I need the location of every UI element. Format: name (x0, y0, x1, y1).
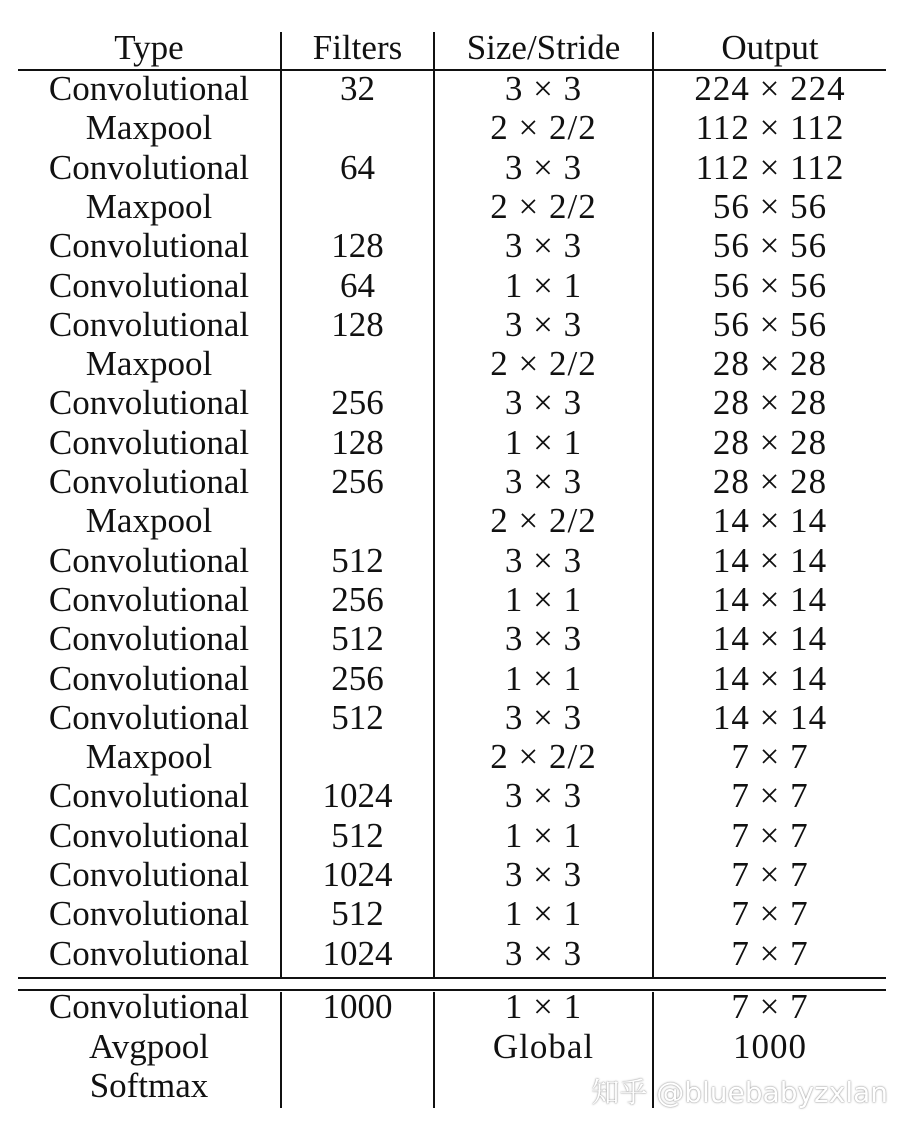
section-rule-top (18, 977, 886, 979)
cell-type: Convolutional (48, 305, 250, 344)
cell-size-stride: 1 × 1 (504, 659, 583, 698)
cell-type: Convolutional (48, 776, 250, 815)
cell-filters: 32 (340, 69, 375, 108)
cell-output: 56 × 56 (712, 305, 828, 344)
cell-type: Convolutional (48, 698, 250, 737)
cell-output: 56 × 56 (712, 226, 828, 265)
cell-filters: 256 (331, 383, 384, 422)
cell-output: 28 × 28 (712, 423, 828, 462)
cell-size-stride: Global (492, 1027, 595, 1066)
cell-type: Convolutional (48, 619, 250, 658)
cell-type: Convolutional (48, 580, 250, 619)
cell-output: 112 × 112 (695, 148, 845, 187)
cell-type: Convolutional (48, 659, 250, 698)
header-filters: Filters (312, 28, 403, 67)
cell-filters: 512 (331, 894, 384, 933)
cell-output: 14 × 14 (712, 501, 828, 540)
cell-type: Maxpool (85, 501, 213, 540)
cell-filters (282, 737, 433, 777)
cell-size-stride: 2 × 2/2 (490, 501, 597, 540)
cell-filters: 1024 (322, 855, 393, 894)
cell-size-stride: 3 × 3 (504, 698, 583, 737)
cell-size-stride: 1 × 1 (504, 580, 583, 619)
cell-output: 7 × 7 (731, 816, 809, 855)
cell-filters: 128 (331, 305, 384, 344)
cell-type: Convolutional (48, 423, 250, 462)
cell-filters: 1024 (322, 776, 393, 815)
watermark: 知乎 @bluebabyzxlan (591, 1076, 888, 1109)
cell-size-stride: 3 × 3 (504, 776, 583, 815)
cell-filters (282, 501, 433, 541)
cell-type: Convolutional (48, 855, 250, 894)
cell-size-stride: 3 × 3 (504, 383, 583, 422)
cell-type: Maxpool (85, 737, 213, 776)
cell-output: 7 × 7 (731, 737, 809, 776)
cell-output: 14 × 14 (712, 580, 828, 619)
cell-size-stride: 3 × 3 (504, 619, 583, 658)
cell-filters (282, 344, 433, 384)
cell-type: Convolutional (48, 816, 250, 855)
cell-output: 7 × 7 (731, 776, 809, 815)
cell-output: 112 × 112 (695, 108, 845, 147)
cell-output: 28 × 28 (712, 462, 828, 501)
cell-size-stride: 2 × 2/2 (490, 108, 597, 147)
cell-type: Convolutional (48, 226, 250, 265)
cell-output: 14 × 14 (712, 659, 828, 698)
cell-filters (282, 1027, 433, 1067)
cell-output: 56 × 56 (712, 266, 828, 305)
cell-size-stride: 1 × 1 (504, 816, 583, 855)
cell-filters: 512 (331, 698, 384, 737)
cell-output: 7 × 7 (731, 894, 809, 933)
cell-output: 14 × 14 (712, 698, 828, 737)
cell-size-stride: 1 × 1 (504, 266, 583, 305)
cell-filters: 512 (331, 619, 384, 658)
cell-filters: 128 (331, 423, 384, 462)
cell-output: 28 × 28 (712, 383, 828, 422)
cell-size-stride: 2 × 2/2 (490, 344, 597, 383)
cell-size-stride: 3 × 3 (504, 462, 583, 501)
cell-output: 14 × 14 (712, 541, 828, 580)
cell-size-stride: 3 × 3 (504, 226, 583, 265)
cell-filters: 64 (340, 266, 375, 305)
cell-type: Convolutional (48, 148, 250, 187)
cell-filters (282, 187, 433, 227)
cell-size-stride: 3 × 3 (504, 148, 583, 187)
cell-filters: 256 (331, 659, 384, 698)
cell-type: Avgpool (89, 1027, 209, 1066)
cell-filters: 512 (331, 816, 384, 855)
cell-filters (282, 1066, 433, 1106)
cell-size-stride: 3 × 3 (504, 69, 583, 108)
cell-filters (282, 108, 433, 148)
cell-type: Convolutional (48, 462, 250, 501)
header-type: Type (114, 28, 184, 67)
cell-filters: 64 (340, 148, 375, 187)
cell-output: 56 × 56 (712, 187, 828, 226)
cell-type: Maxpool (85, 187, 213, 226)
cell-size-stride: 3 × 3 (504, 305, 583, 344)
cell-output: 28 × 28 (712, 344, 828, 383)
cell-size-stride: 3 × 3 (504, 855, 583, 894)
cell-filters: 1000 (322, 987, 393, 1026)
cell-output: 7 × 7 (731, 855, 809, 894)
cell-output: 14 × 14 (712, 619, 828, 658)
cell-size-stride: 2 × 2/2 (490, 737, 597, 776)
cell-size-stride: 1 × 1 (504, 894, 583, 933)
cell-type: Softmax (89, 1066, 209, 1105)
cell-size-stride: 1 × 1 (504, 987, 583, 1026)
cell-type: Maxpool (85, 108, 213, 147)
header-size-stride: Size/Stride (466, 28, 621, 67)
cell-size-stride: 3 × 3 (504, 541, 583, 580)
cell-type: Convolutional (48, 894, 250, 933)
cell-type: Convolutional (48, 934, 250, 973)
cell-type: Convolutional (48, 987, 250, 1026)
cell-output: 7 × 7 (731, 987, 809, 1026)
cell-type: Convolutional (48, 266, 250, 305)
cell-filters: 1024 (322, 934, 393, 973)
cell-filters: 256 (331, 462, 384, 501)
cell-size-stride: 3 × 3 (504, 934, 583, 973)
cell-filters: 128 (331, 226, 384, 265)
cell-type: Convolutional (48, 383, 250, 422)
header-output: Output (721, 28, 819, 67)
cell-filters: 512 (331, 541, 384, 580)
cell-type: Convolutional (48, 541, 250, 580)
cell-size-stride: 2 × 2/2 (490, 187, 597, 226)
cell-type: Maxpool (85, 344, 213, 383)
cell-output: 224 × 224 (694, 69, 846, 108)
cell-output: 7 × 7 (731, 934, 809, 973)
cell-size-stride: 1 × 1 (504, 423, 583, 462)
cell-type: Convolutional (48, 69, 250, 108)
cell-output: 1000 (733, 1027, 807, 1066)
cell-filters: 256 (331, 580, 384, 619)
